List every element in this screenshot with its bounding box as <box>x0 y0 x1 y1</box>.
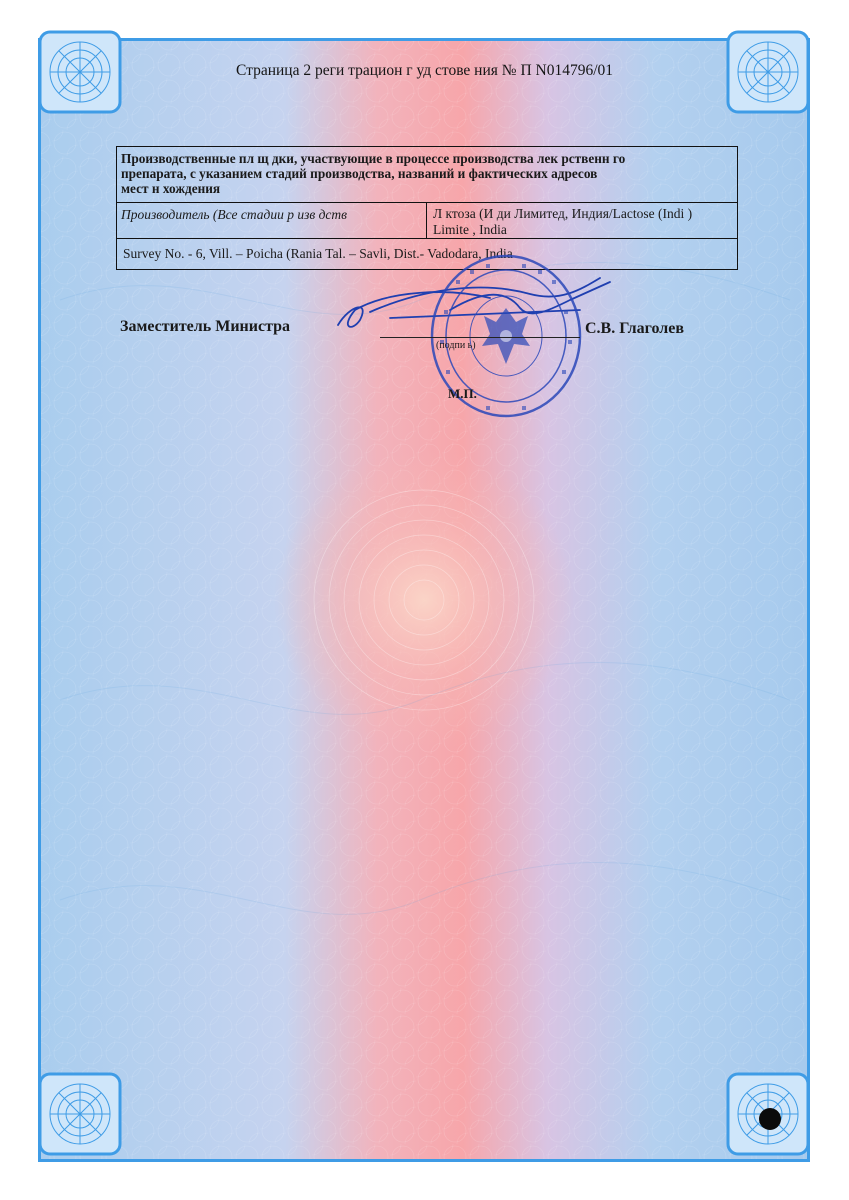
table-heading-line: Производственные пл щ дки, участвующие в процессе производства лек рственн го <box>121 151 626 166</box>
table-heading <box>117 147 737 203</box>
signatory-name: С.В. Глаголев <box>585 320 684 337</box>
table-heading-line: препарата, с указанием стадий производства, названий и фактических адресов <box>121 166 598 181</box>
manufacturer-address: Survey No. - 6, Vill. – Poicha (Rania Tal. – Savli, Dist.- Vadodara, India <box>123 246 513 261</box>
table-row <box>117 203 737 239</box>
signatory-position: Заместитель Министра <box>120 318 291 335</box>
corner-rosette-icon <box>38 1072 122 1156</box>
seal-label: М.П. <box>448 386 477 401</box>
signature-caption: (подпи ь) <box>436 340 476 351</box>
manufacturer-line: Limite , India <box>433 222 507 237</box>
punch-hole-icon <box>759 1108 781 1130</box>
page-title: Страница 2 реги трацион г уд стове ния № П N014796/01 <box>235 62 614 79</box>
manufacturer-name <box>427 203 737 238</box>
manufacturer-line: Л ктоза (И ди Лимитед, Индия/Lactose (Indi ) <box>433 206 693 221</box>
signature-line <box>380 337 580 338</box>
role-label: Производитель (Все стадии р изв дств <box>117 203 427 238</box>
table-heading-line: мест н хождения <box>121 181 221 196</box>
